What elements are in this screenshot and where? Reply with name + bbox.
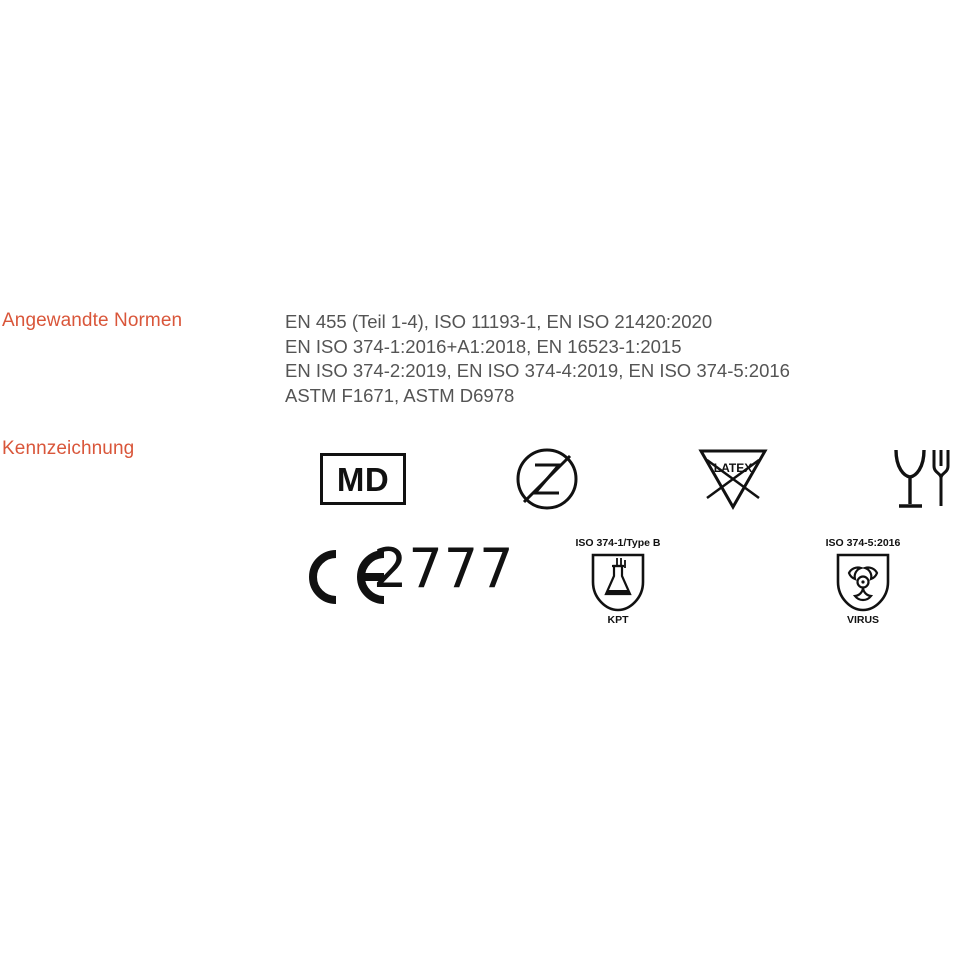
biological-hazard-code: VIRUS: [846, 613, 880, 626]
chemical-resistance-icon: [553, 538, 683, 626]
standards-line: EN ISO 374-1:2016+A1:2018, EN 16523-1:2015: [285, 335, 682, 357]
latex-free-icon: [697, 446, 769, 512]
chemical-resistance-standard: ISO 374-1/Type B: [575, 537, 661, 549]
biological-hazard-standard: ISO 374-5:2016: [825, 537, 901, 549]
chemical-resistance-code: KPT: [607, 613, 629, 626]
marking-label: Kennzeichnung: [2, 438, 135, 459]
marking-symbols: [285, 438, 955, 648]
ce-notified-body-number: 2777: [373, 537, 515, 600]
standards-line: EN 455 (Teil 1-4), ISO 11193-1, EN ISO 21420:2020: [285, 311, 713, 332]
svg-text:LATEX: LATEX: [713, 461, 753, 475]
standards-line: EN ISO 374-2:2019, EN ISO 374-4:2019, EN ISO 374-5:2016: [285, 360, 790, 382]
food-safe-icon: [890, 446, 954, 512]
medical-device-label: MD: [336, 460, 390, 498]
applied-standards-label: Angewandte Normen: [2, 310, 183, 331]
do-not-reuse-icon: [515, 447, 579, 511]
biological-hazard-icon: [798, 538, 928, 626]
standards-line: ASTM F1671, ASTM D6978: [285, 384, 515, 406]
medical-device-icon: [320, 453, 406, 505]
applied-standards-values: [285, 310, 945, 408]
